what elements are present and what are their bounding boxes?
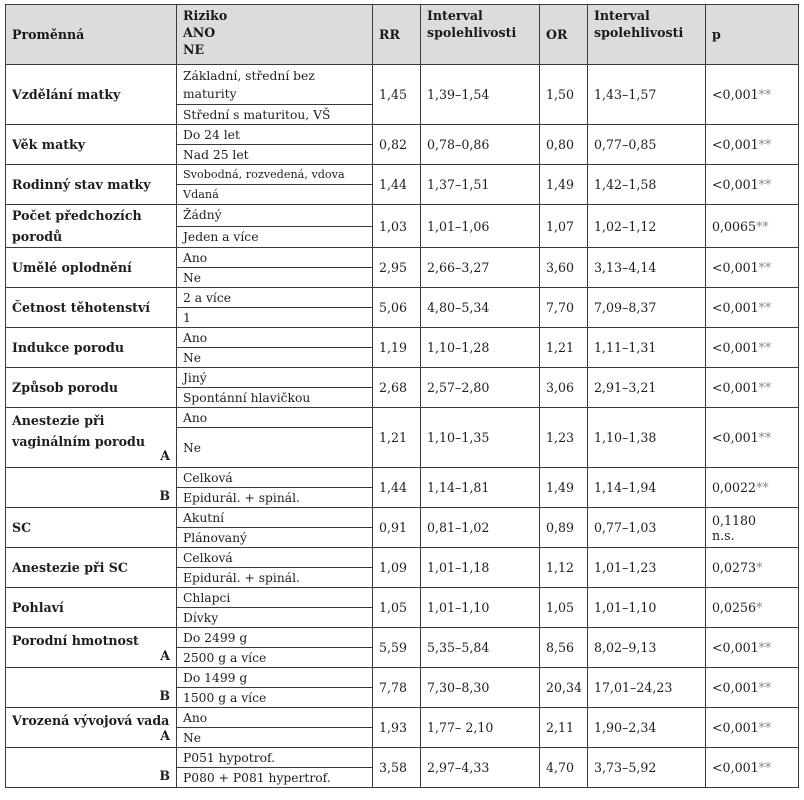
risk-yes-cell: Ano [177, 328, 373, 348]
p-cell [706, 165, 799, 205]
p-cell [706, 668, 799, 708]
p-value: <0,001 [712, 430, 759, 445]
p-value: 0,0065 [712, 218, 757, 234]
variable-wrap [12, 670, 170, 706]
ci-rr-cell: 2,66–3,27 [421, 248, 540, 288]
variable-cell [6, 708, 177, 748]
rr-cell: 1,09 [373, 548, 421, 588]
header-or: OR [540, 5, 588, 65]
table-row [6, 328, 799, 348]
header-risk [177, 5, 373, 65]
rr-cell: 5,59 [373, 628, 421, 668]
variable-name: Anestezie při SC [12, 560, 128, 575]
ci-rr-cell: 1,10–1,35 [421, 408, 540, 468]
ci-or-cell: 1,01–1,10 [588, 588, 706, 628]
ci-rr-cell: 1,01–1,18 [421, 548, 540, 588]
p-value: <0,001 [712, 260, 759, 275]
risk-no-cell: Ne [177, 428, 373, 468]
variable-wrap [12, 710, 170, 746]
variable-cell [6, 588, 177, 628]
variable-cell [6, 628, 177, 668]
variable-cell [6, 328, 177, 368]
p-value: <0,001 [712, 177, 759, 192]
table-row [6, 165, 799, 185]
table-row [6, 65, 799, 105]
risk-yes-cell: Základní, střední bez maturity [177, 65, 373, 105]
table-row [6, 548, 799, 568]
risk-yes-cell: Ano [177, 708, 373, 728]
table-row [6, 408, 799, 428]
p-value: 0,0022 [712, 480, 757, 495]
variable-cell [6, 248, 177, 288]
rr-cell: 2,95 [373, 248, 421, 288]
rr-cell: 1,19 [373, 328, 421, 368]
variable-cell [6, 408, 177, 468]
or-cell: 20,34 [540, 668, 588, 708]
risk-yes-cell: Žádný [177, 205, 373, 227]
header-ci-rr-line1: Interval [427, 8, 483, 23]
variable-cell [6, 205, 177, 248]
variable-cell [6, 748, 177, 788]
p-cell [706, 65, 799, 125]
or-cell: 1,23 [540, 408, 588, 468]
significance-marker: ** [758, 260, 772, 275]
variable-wrap [12, 470, 170, 506]
or-cell: 2,11 [540, 708, 588, 748]
or-cell: 1,49 [540, 468, 588, 508]
risk-factors-table [5, 4, 799, 788]
header-risk-line2: ANO [183, 25, 216, 40]
p-value: <0,001 [712, 680, 759, 695]
rr-cell: 2,68 [373, 368, 421, 408]
ci-rr-cell: 1,10–1,28 [421, 328, 540, 368]
significance-marker: n.s. [712, 527, 735, 543]
risk-yes-cell: Jiný [177, 368, 373, 388]
ci-rr-cell: 0,78–0,86 [421, 125, 540, 165]
ci-rr-cell: 1,37–1,51 [421, 165, 540, 205]
significance-marker: ** [758, 640, 772, 655]
header-variable: Proměnná [6, 5, 177, 65]
p-value: <0,001 [712, 720, 759, 735]
variable-wrap [12, 750, 170, 786]
table-row [6, 468, 799, 488]
rr-cell: 1,93 [373, 708, 421, 748]
risk-no-cell: Epidurál. + spinál. [177, 488, 373, 508]
table-row [6, 508, 799, 528]
subgroup-label: A [160, 447, 170, 463]
p-cell [706, 468, 799, 508]
variable-name: SC [12, 520, 32, 535]
table-row [6, 628, 799, 648]
p-value: <0,001 [712, 760, 759, 775]
ci-or-cell: 3,73–5,92 [588, 748, 706, 788]
risk-yes-cell: Celková [177, 548, 373, 568]
rr-cell: 1,44 [373, 165, 421, 205]
p-value: <0,001 [712, 340, 759, 355]
variable-cell [6, 65, 177, 125]
significance-marker: * [756, 560, 763, 575]
variable-name: Vzdělání matky [12, 87, 121, 102]
p-value: 0,0273 [712, 560, 757, 575]
p-cell [706, 708, 799, 748]
ci-or-cell: 1,01–1,23 [588, 548, 706, 588]
header-risk-line3: NE [183, 42, 205, 57]
table-row [6, 668, 799, 688]
ci-or-cell: 3,13–4,14 [588, 248, 706, 288]
ci-or-cell: 0,77–1,03 [588, 508, 706, 548]
variable-wrap [12, 410, 170, 466]
risk-yes-cell: Do 24 let [177, 125, 373, 145]
significance-marker: ** [758, 430, 772, 445]
variable-cell [6, 508, 177, 548]
table-row [6, 708, 799, 728]
variable-name: Pohlaví [12, 600, 64, 615]
table-row [6, 748, 799, 768]
variable-cell [6, 668, 177, 708]
table-row [6, 368, 799, 388]
risk-no-cell: Nad 25 let [177, 145, 373, 165]
significance-marker: ** [758, 300, 772, 315]
variable-cell [6, 165, 177, 205]
header-ci-or [588, 5, 706, 65]
subgroup-label: B [159, 767, 170, 783]
or-cell: 1,12 [540, 548, 588, 588]
ci-rr-cell: 1,77– 2,10 [421, 708, 540, 748]
header-p: p [706, 5, 799, 65]
variable-name: Věk matky [12, 137, 86, 152]
significance-marker: * [756, 600, 763, 615]
p-value: 0,1180 [712, 512, 757, 528]
rr-cell: 0,91 [373, 508, 421, 548]
variable-name: Vrozená vývojová vada [12, 712, 170, 728]
significance-marker: ** [758, 340, 772, 355]
significance-marker: ** [758, 760, 772, 775]
risk-no-cell: Plánovaný [177, 528, 373, 548]
significance-marker: ** [758, 380, 772, 395]
header-ci-or-line1: Interval [594, 8, 650, 23]
or-cell: 3,60 [540, 248, 588, 288]
rr-cell: 0,82 [373, 125, 421, 165]
or-cell: 0,89 [540, 508, 588, 548]
ci-rr-cell: 2,57–2,80 [421, 368, 540, 408]
significance-marker: ** [758, 680, 772, 695]
p-value: <0,001 [712, 137, 759, 152]
risk-yes-cell: Ano [177, 408, 373, 428]
ci-or-cell: 8,02–9,13 [588, 628, 706, 668]
rr-cell: 5,06 [373, 288, 421, 328]
risk-yes-cell: Do 1499 g [177, 668, 373, 688]
table-row [6, 205, 799, 227]
variable-name: Anestezie při vaginálním porodu [12, 412, 146, 449]
subgroup-label: A [160, 647, 170, 663]
ci-rr-cell: 4,80–5,34 [421, 288, 540, 328]
risk-no-cell: Spontánní hlavičkou [177, 388, 373, 408]
risk-yes-cell: Akutní [177, 508, 373, 528]
p-cell [706, 588, 799, 628]
p-value: <0,001 [712, 300, 759, 315]
rr-cell: 1,05 [373, 588, 421, 628]
ci-rr-cell: 2,97–4,33 [421, 748, 540, 788]
variable-name: Porodní hmotnost [12, 632, 139, 648]
ci-or-cell: 1,43–1,57 [588, 65, 706, 125]
ci-or-cell: 1,02–1,12 [588, 205, 706, 248]
risk-no-cell: P080 + P081 hypertrof. [177, 768, 373, 788]
p-cell [706, 248, 799, 288]
risk-no-cell: Ne [177, 728, 373, 748]
or-cell: 1,50 [540, 65, 588, 125]
variable-name: Indukce porodu [12, 340, 125, 355]
risk-no-cell: 1 [177, 308, 373, 328]
p-cell [706, 288, 799, 328]
significance-marker: ** [756, 480, 769, 495]
p-cell [706, 748, 799, 788]
variable-cell [6, 468, 177, 508]
rr-cell: 1,03 [373, 205, 421, 248]
variable-cell [6, 288, 177, 328]
p-cell [706, 508, 799, 548]
ci-or-cell: 1,11–1,31 [588, 328, 706, 368]
ci-rr-cell: 1,01–1,06 [421, 205, 540, 248]
ci-or-cell: 1,14–1,94 [588, 468, 706, 508]
ci-or-cell: 1,42–1,58 [588, 165, 706, 205]
p-cell [706, 205, 799, 248]
ci-or-cell: 7,09–8,37 [588, 288, 706, 328]
risk-no-cell: Ne [177, 348, 373, 368]
risk-yes-cell: P051 hypotrof. [177, 748, 373, 768]
subgroup-label: B [159, 487, 170, 503]
risk-no-cell: Epidurál. + spinál. [177, 568, 373, 588]
risk-yes-cell: Celková [177, 468, 373, 488]
ci-or-cell: 17,01–24,23 [588, 668, 706, 708]
ci-rr-cell: 0,81–1,02 [421, 508, 540, 548]
risk-yes-cell: Ano [177, 248, 373, 268]
table-row [6, 125, 799, 145]
significance-marker: ** [756, 218, 769, 234]
or-cell: 1,05 [540, 588, 588, 628]
variable-wrap [12, 630, 170, 666]
rr-cell: 1,21 [373, 408, 421, 468]
variable-name: Četnost těhotenství [12, 300, 151, 315]
p-value: <0,001 [712, 380, 759, 395]
risk-yes-cell: Svobodná, rozvedená, vdova [177, 165, 373, 185]
risk-no-cell: Ne [177, 268, 373, 288]
or-cell: 1,21 [540, 328, 588, 368]
header-ci-rr [421, 5, 540, 65]
variable-name: Způsob porodu [12, 380, 119, 395]
table-body [6, 65, 799, 788]
p-value: <0,001 [712, 640, 759, 655]
header-ci-rr-line2: spolehlivosti [427, 25, 517, 40]
ci-rr-cell: 7,30–8,30 [421, 668, 540, 708]
or-cell: 1,49 [540, 165, 588, 205]
or-cell: 0,80 [540, 125, 588, 165]
risk-no-cell: 1500 g a více [177, 688, 373, 708]
ci-rr-cell: 1,01–1,10 [421, 588, 540, 628]
risk-yes-cell: Do 2499 g [177, 628, 373, 648]
table-row [6, 588, 799, 608]
significance-marker: ** [758, 720, 772, 735]
variable-name: Rodinný stav matky [12, 177, 151, 192]
risk-yes-cell: 2 a více [177, 288, 373, 308]
variable-name: Počet předchozích porodů [12, 208, 142, 244]
rr-cell: 3,58 [373, 748, 421, 788]
table-row [6, 248, 799, 268]
header-rr: RR [373, 5, 421, 65]
risk-no-cell: 2500 g a více [177, 648, 373, 668]
ci-or-cell: 0,77–0,85 [588, 125, 706, 165]
significance-marker: ** [758, 87, 772, 102]
ci-rr-cell: 5,35–5,84 [421, 628, 540, 668]
variable-cell [6, 368, 177, 408]
significance-marker: ** [758, 137, 772, 152]
p-value: 0,0256 [712, 600, 757, 615]
ci-or-cell: 1,10–1,38 [588, 408, 706, 468]
variable-cell [6, 125, 177, 165]
table-row [6, 288, 799, 308]
p-cell [706, 368, 799, 408]
header-risk-line1: Riziko [183, 8, 228, 23]
subgroup-label: A [160, 727, 170, 743]
p-value: <0,001 [712, 87, 759, 102]
ci-rr-cell: 1,14–1,81 [421, 468, 540, 508]
p-cell [706, 125, 799, 165]
or-cell: 4,70 [540, 748, 588, 788]
p-cell [706, 548, 799, 588]
or-cell: 1,07 [540, 205, 588, 248]
rr-cell: 1,45 [373, 65, 421, 125]
ci-rr-cell: 1,39–1,54 [421, 65, 540, 125]
or-cell: 3,06 [540, 368, 588, 408]
variable-cell [6, 548, 177, 588]
p-cell [706, 328, 799, 368]
header-ci-or-line2: spolehlivosti [594, 25, 684, 40]
rr-cell: 7,78 [373, 668, 421, 708]
variable-name: Umělé oplodnění [12, 260, 132, 275]
header-row [6, 5, 799, 65]
ci-or-cell: 2,91–3,21 [588, 368, 706, 408]
p-cell [706, 408, 799, 468]
or-cell: 8,56 [540, 628, 588, 668]
risk-yes-cell: Chlapci [177, 588, 373, 608]
significance-marker: ** [758, 177, 772, 192]
or-cell: 7,70 [540, 288, 588, 328]
risk-no-cell: Vdaná [177, 185, 373, 205]
ci-or-cell: 1,90–2,34 [588, 708, 706, 748]
subgroup-label: B [159, 687, 170, 703]
risk-no-cell: Jeden a více [177, 226, 373, 248]
risk-no-cell: Dívky [177, 608, 373, 628]
p-cell [706, 628, 799, 668]
rr-cell: 1,44 [373, 468, 421, 508]
risk-no-cell: Střední s maturitou, VŠ [177, 105, 373, 125]
